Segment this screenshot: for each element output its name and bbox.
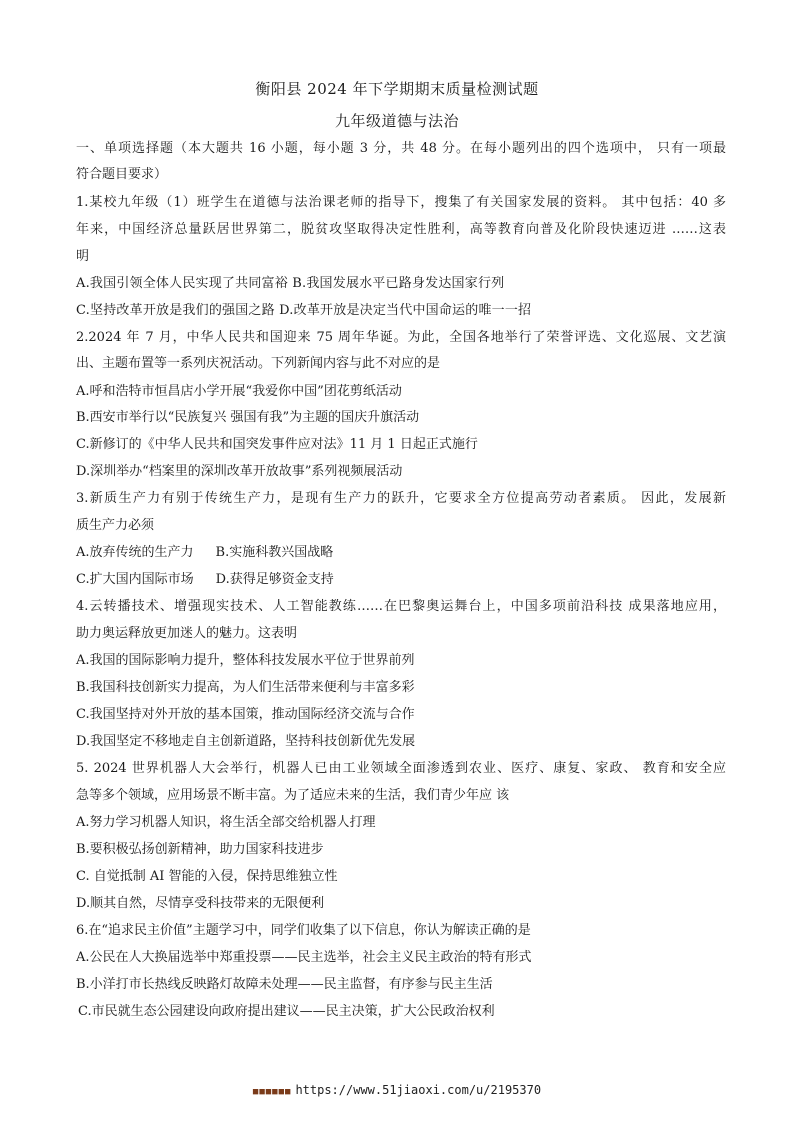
q1-stem-line-3: 明 bbox=[76, 249, 90, 264]
section-instruction-line-2: 符合题目要求） bbox=[76, 167, 168, 182]
q5-stem-line-1: 5. 2024 世界机器人大会举行，机器人已由工业领域全面渗透到农业、医疗、康复、家政、 教育和安全应 bbox=[76, 761, 726, 776]
q6-option-b: B.小洋打市长热线反映路灯故障未处理——民主监督，有序参与民主生活 bbox=[76, 977, 493, 992]
q3-option-c: C.扩大国内国际市场 bbox=[76, 572, 194, 587]
q2-option-b: B.西安市举行以“民族复兴 强国有我”为主题的国庆升旗活动 bbox=[76, 410, 420, 425]
q3-options-cd bbox=[76, 571, 726, 589]
footer-logo-mark: ■■■■■■ bbox=[252, 1087, 292, 1097]
q4-option-a: A.我国的国际影响力提升，整体科技发展水平位于世界前列 bbox=[76, 653, 415, 668]
q2-option-d: D.深圳举办“档案里的深圳改革开放故事”系列视频展活动 bbox=[76, 464, 403, 479]
q5-option-c: C. 自觉抵制 AI 智能的入侵，保持思维独立性 bbox=[76, 869, 338, 884]
q3-option-a: A.放弃传统的生产力 bbox=[76, 545, 194, 560]
q5-stem-line-2: 急等多个领域，应用场景不断丰富。为了适应未来的生活，我们青少年应 该 bbox=[76, 788, 510, 803]
q3-stem-line-1: 3.新质生产力有别于传统生产力，是现有生产力的跃升，它要求全方位提高劳动者素质。 因此，发展新 bbox=[76, 491, 726, 506]
q3-options-ab bbox=[76, 544, 726, 562]
q5-option-a: A.努力学习机器人知识，将生活全部交给机器人打理 bbox=[76, 815, 376, 830]
q2-stem-line-2: 出、主题布置等一系列庆祝活动。下列新闻内容与此不对应的是 bbox=[76, 356, 441, 371]
q4-option-d: D.我国坚定不移地走自主创新道路，坚持科技创新优先发展 bbox=[76, 734, 416, 749]
footer-watermark bbox=[0, 1083, 794, 1097]
footer-url-link[interactable]: https://www.51jiaoxi.com/u/2195370 bbox=[295, 1083, 542, 1097]
q2-option-c: C.新修订的《中华人民共和国突发事件应对法》11 月 1 日起正式施行 bbox=[76, 437, 478, 452]
q6-stem-line-1: 6.在“追求民主价值”主题学习中，同学们收集了以下信息，你认为解读正确的是 bbox=[76, 923, 531, 938]
exam-title: 衡阳县 2024 年下学期期末质量检测试题 bbox=[255, 80, 539, 98]
q1-options-cd: C.坚持改革开放是我们的强国之路 D.改革开放是决定当代中国命运的唯一一招 bbox=[76, 303, 532, 318]
q5-option-d: D.顺其自然，尽情享受科技带来的无限便利 bbox=[76, 896, 325, 911]
q5-option-b: B.要积极弘扬创新精神，助力国家科技进步 bbox=[76, 842, 324, 857]
q4-stem-line-2: 助力奥运释放更加迷人的魅力。这表明 bbox=[76, 626, 298, 641]
q4-option-c: C.我国坚持对外开放的基本国策，推动国际经济交流与合作 bbox=[76, 707, 415, 722]
q4-option-b: B.我国科技创新实力提高，为人们生活带来便利与丰富多彩 bbox=[76, 680, 415, 695]
q1-stem-line-1: 1.某校九年级（1）班学生在道德与法治课老师的指导下，搜集了有关国家发展的资料。 其中包括：40 多 bbox=[76, 195, 726, 210]
q3-option-d: D.获得足够资金支持 bbox=[215, 572, 334, 587]
q4-stem-line-1: 4.云转播技术、增强现实技术、人工智能教练……在巴黎奥运舞台上，中国多项前沿科技 成果落地应用， bbox=[76, 599, 726, 614]
q2-stem-line-1: 2.2024 年 7 月，中华人民共和国迎来 75 周年华诞。为此，全国各地举行了荣誉评选、文化巡展、文艺演 bbox=[76, 330, 726, 345]
section-instruction-line-1: 一、单项选择题（本大题共 16 小题，每小题 3 分，共 48 分。在每小题列出的四个选项中， 只有一项最 bbox=[76, 141, 726, 156]
q6-option-a: A.公民在人大换届选举中郑重投票——民主选举，社会主义民主政治的特有形式 bbox=[76, 950, 532, 965]
q3-stem-line-2: 质生产力必须 bbox=[76, 518, 155, 533]
q3-option-b: B.实施科教兴国战略 bbox=[215, 545, 334, 560]
exam-subtitle: 九年级道德与法治 bbox=[334, 112, 459, 130]
q1-options-ab: A.我国引领全体人民实现了共同富裕 B.我国发展水平已路身发达国家行列 bbox=[76, 276, 505, 291]
q1-stem-line-2: 年来，中国经济总量跃居世界第二，脱贫攻坚取得决定性胜利，高等教育向普及化阶段快速迈进 ……这表 bbox=[76, 222, 726, 237]
q2-option-a: A.呼和浩特市恒昌店小学开展“我爱你中国”团花剪纸活动 bbox=[76, 384, 402, 399]
q6-option-c: C.市民就生态公园建设向政府提出建议——民主决策，扩大公民政治权利 bbox=[78, 1004, 495, 1019]
